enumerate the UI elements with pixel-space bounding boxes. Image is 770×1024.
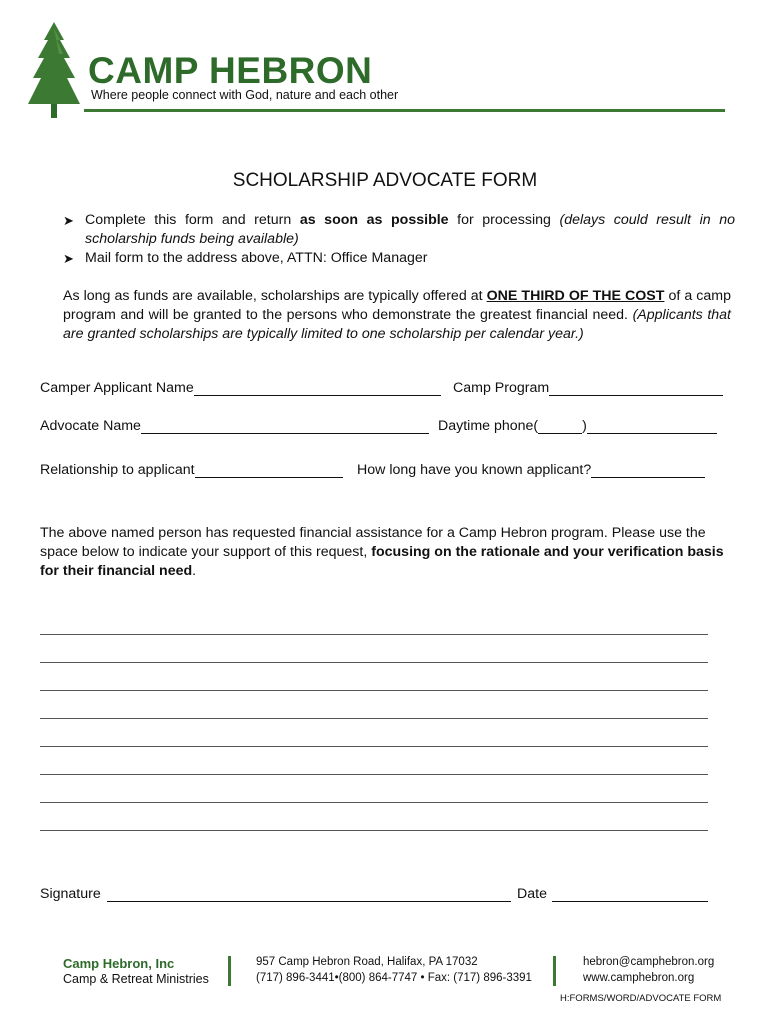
date-blank[interactable] — [552, 886, 708, 902]
footer-contact-block — [583, 954, 714, 986]
phone-number-blank[interactable] — [587, 418, 717, 434]
writing-line[interactable] — [40, 830, 708, 831]
camp-program-blank[interactable] — [549, 380, 723, 396]
brand-name: CAMP HEBRON — [88, 50, 373, 91]
footer-divider — [553, 956, 556, 986]
instruction-text: Mail form to the address above, ATTN: Office Manager — [85, 250, 428, 266]
arrowhead-bullet-icon: ➤ — [63, 213, 74, 228]
instruction-list — [63, 211, 735, 268]
date-label: Date — [517, 886, 547, 902]
relationship-label: Relationship to applicant — [40, 462, 195, 478]
writing-line[interactable] — [40, 746, 708, 747]
footer-divider — [228, 956, 231, 986]
relationship-blank[interactable] — [195, 462, 343, 478]
area-code-blank[interactable] — [538, 418, 582, 434]
writing-line[interactable] — [40, 718, 708, 719]
footer-address: 957 Camp Hebron Road, Halifax, PA 17032 — [256, 956, 478, 968]
form-title: SCHOLARSHIP ADVOCATE FORM — [232, 170, 538, 191]
instruction-item — [63, 249, 735, 268]
writing-line[interactable] — [40, 690, 708, 691]
known-duration-label: How long have you known applicant? — [357, 462, 592, 478]
footer-org-name: Camp Hebron, Inc — [63, 956, 175, 971]
daytime-phone-label: Daytime phone( — [438, 418, 539, 434]
signature-label: Signature — [40, 886, 101, 902]
date-field[interactable] — [517, 886, 708, 902]
known-duration-field[interactable] — [357, 462, 705, 478]
footer-address-block — [256, 954, 532, 986]
header-divider — [84, 109, 725, 112]
advocate-name-field[interactable] — [40, 418, 429, 434]
known-duration-blank[interactable] — [591, 462, 705, 478]
instruction-item — [63, 211, 735, 249]
advocate-name-blank[interactable] — [141, 418, 429, 434]
brand-tagline: Where people connect with God, nature and each other — [91, 88, 399, 102]
footer-website[interactable]: www.camphebron.org — [583, 972, 695, 984]
camper-name-field[interactable] — [40, 380, 441, 396]
camp-program-field[interactable] — [453, 380, 723, 396]
document-reference: H:FORMS/WORD/ADVOCATE FORM — [560, 993, 722, 1004]
relationship-field[interactable] — [40, 462, 343, 478]
advocate-name-label: Advocate Name — [40, 418, 141, 434]
instruction-text: Complete this form and return as soon as possible for processing (delays could result in no scholarship funds being available) — [85, 212, 735, 247]
camper-name-blank[interactable] — [194, 380, 441, 396]
signature-field[interactable] — [40, 886, 511, 902]
writing-line[interactable] — [40, 662, 708, 663]
pine-tree-logo-icon — [26, 20, 82, 120]
footer-email[interactable]: hebron@camphebron.org — [583, 956, 715, 968]
rationale-instructions: The above named person has requested financial assistance for a Camp Hebron program. Please use the space below to indicate your support of this request, focusing on the rationale and your verification basis for their financial need. — [40, 525, 724, 579]
signature-blank[interactable] — [107, 886, 511, 902]
camp-program-label: Camp Program — [453, 380, 550, 396]
writing-line[interactable] — [40, 634, 708, 635]
phone-close-paren: ) — [582, 418, 587, 434]
daytime-phone-field[interactable] — [438, 418, 717, 434]
scholarship-policy-paragraph: As long as funds are available, scholarships are typically offered at ONE THIRD OF THE COST of a camp program and will be granted to the persons who demonstrate the greatest financial need. (Applicants that are granted scholarships are typically limited to one scholarship per calendar year.) — [63, 288, 731, 342]
footer-org-subtitle: Camp & Retreat Ministries — [63, 972, 209, 986]
writing-line[interactable] — [40, 774, 708, 775]
arrowhead-bullet-icon: ➤ — [63, 251, 74, 266]
footer-phones: (717) 896-3441•(800) 864-7747 • Fax: (717) 896-3391 — [256, 972, 532, 984]
camper-name-label: Camper Applicant Name — [40, 380, 194, 396]
writing-line[interactable] — [40, 802, 708, 803]
